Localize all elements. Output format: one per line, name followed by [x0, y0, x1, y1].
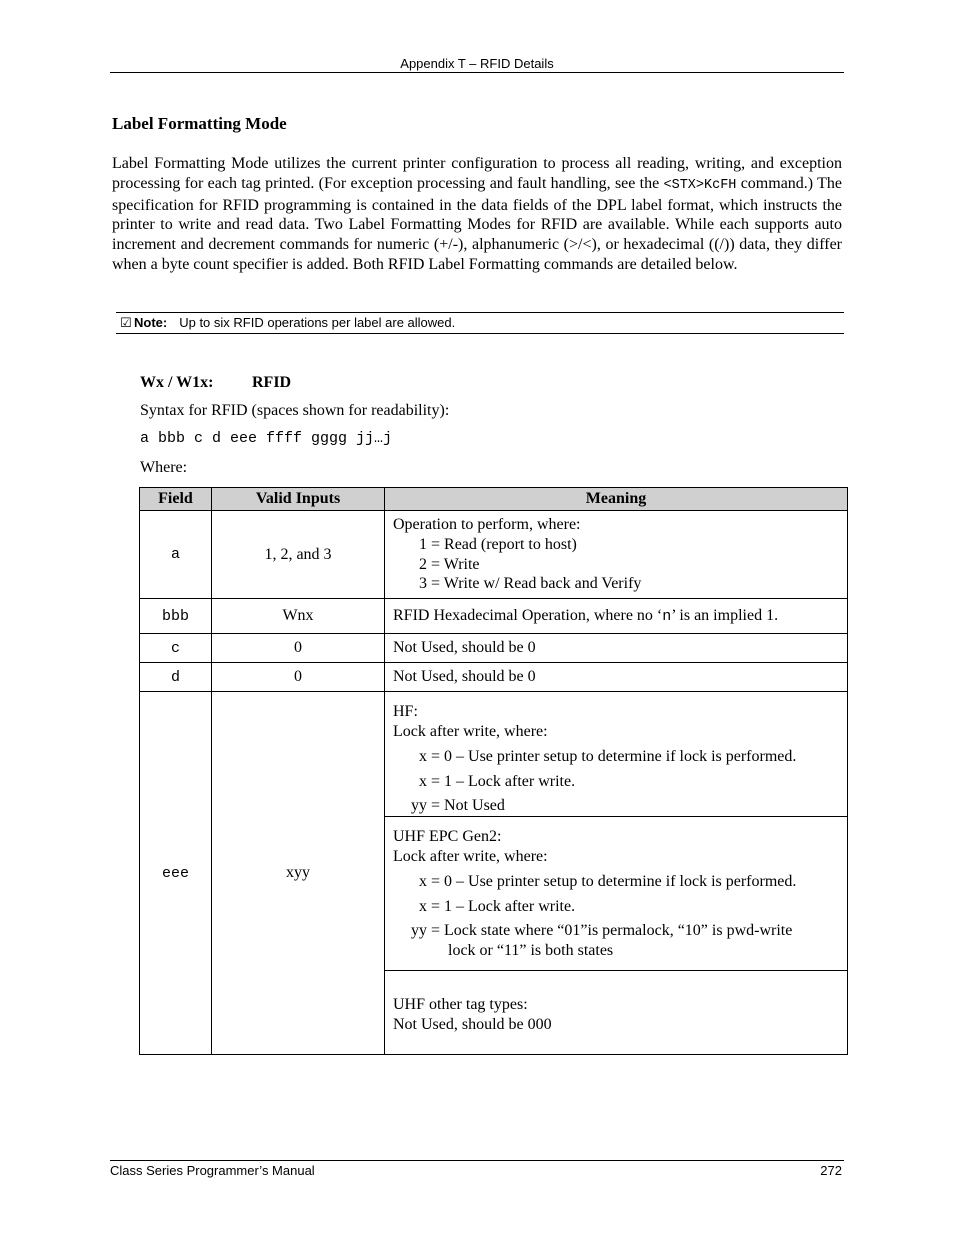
- meaning-cell: [385, 634, 848, 663]
- uhf-yy-continued: lock or “11” is both states: [448, 942, 614, 960]
- meaning-cell: [385, 692, 848, 1055]
- page-footer: [110, 1160, 844, 1181]
- meaning-cell: [385, 599, 848, 634]
- table-row: [140, 599, 848, 634]
- meaning-line: 2 = Write: [419, 555, 480, 573]
- intro-command-code: <STX>KcFH: [663, 177, 737, 193]
- syntax-line: a bbb c d eee ffff gggg jj…j: [140, 430, 393, 447]
- where-label: Where:: [140, 459, 188, 476]
- meaning-text: RFID Hexadecimal Operation, where no ‘: [393, 606, 663, 624]
- field-cell: bbb: [140, 599, 212, 634]
- meaning-line: 3 = Write w/ Read back and Verify: [419, 575, 642, 593]
- meaning-text: Not Used, should be 0: [393, 639, 536, 657]
- command-title: [140, 374, 291, 392]
- checkbox-icon: ☑: [120, 315, 132, 330]
- note-label: Note:: [134, 315, 168, 330]
- inputs-cell: Wnx: [212, 599, 385, 634]
- command-code: Wx / W1x:: [140, 374, 214, 391]
- table-row: [140, 634, 848, 663]
- field-cell: eee: [140, 692, 212, 1055]
- intro-paragraph: [112, 154, 842, 275]
- hf-section: [385, 692, 847, 817]
- uhf-gen2-section: [385, 817, 847, 971]
- meaning-cell: [385, 663, 848, 692]
- uhf-lock: Lock after write, where:: [393, 847, 548, 865]
- meaning-cell: [385, 511, 848, 599]
- field-cell: a: [140, 511, 212, 599]
- hf-x0: x = 0 – Use printer setup to determine if lock is performed.: [419, 747, 797, 765]
- inputs-cell: 0: [212, 634, 385, 663]
- syntax-intro: Syntax for RFID (spaces shown for readability):: [140, 402, 450, 419]
- inputs-cell: 1, 2, and 3: [212, 511, 385, 599]
- other-title: UHF other tag types:: [393, 996, 528, 1014]
- note-box: [116, 312, 844, 334]
- other-text: Not Used, should be 000: [393, 1015, 552, 1033]
- meaning-line: Operation to perform, where:: [393, 516, 581, 533]
- meaning-text: ’ is an implied 1.: [671, 606, 779, 624]
- meaning-text: Not Used, should be 0: [393, 668, 536, 686]
- footer-manual-title: Class Series Programmer’s Manual: [110, 1163, 315, 1178]
- hf-lock: Lock after write, where:: [393, 722, 548, 740]
- table-row: [140, 511, 848, 599]
- intro-text-1: Label Formatting Mode utilizes the current printer configuration to process all reading, writing, and exception processing for each tag printed. (For exception processing and fault handling, see the: [112, 155, 842, 192]
- uhf-title: UHF EPC Gen2:: [393, 828, 502, 846]
- note-text: Up to six RFID operations per label are allowed.: [179, 315, 456, 330]
- page-number: 272: [820, 1163, 842, 1178]
- table-row: [140, 692, 848, 1055]
- table-header-row: [140, 488, 848, 511]
- header-text: Appendix T – RFID Details: [400, 56, 554, 71]
- uhf-yy: yy = Lock state where “01”is permalock, “10” is pwd-write: [411, 922, 793, 940]
- hf-title: HF:: [393, 703, 418, 721]
- header-valid-inputs: Valid Inputs: [212, 488, 385, 511]
- page-header: [110, 55, 844, 73]
- inputs-cell: 0: [212, 663, 385, 692]
- hf-x1: x = 1 – Lock after write.: [419, 772, 576, 790]
- uhf-x1: x = 1 – Lock after write.: [419, 897, 576, 915]
- table-row: [140, 663, 848, 692]
- field-cell: c: [140, 634, 212, 663]
- meaning-code: n: [662, 607, 672, 625]
- uhf-x0: x = 0 – Use printer setup to determine if lock is performed.: [419, 872, 797, 890]
- command-name: RFID: [252, 374, 292, 391]
- intro-text-2: command.) The specification for RFID programming is contained in the data fields of the DPL label format, which instructs the printer to write and read data. Two Label Formatting Modes for RFID are available. While each supports auto increment and decrement commands for numeric (+/-), alphanumeric (>/<), or hexadecimal ((/)) data, they differ when a byte count specifier is added. Both RFID Label Formatting commands are detailed below.: [112, 174, 842, 273]
- parameter-table: [139, 487, 848, 1055]
- inputs-cell: xyy: [212, 692, 385, 1055]
- field-cell: d: [140, 663, 212, 692]
- header-meaning: Meaning: [385, 488, 848, 511]
- uhf-other-section: [385, 971, 847, 1054]
- section-title: Label Formatting Mode: [112, 114, 287, 133]
- header-field: Field: [140, 488, 212, 511]
- meaning-line: 1 = Read (report to host): [419, 535, 577, 553]
- hf-yy: yy = Not Used: [411, 797, 505, 815]
